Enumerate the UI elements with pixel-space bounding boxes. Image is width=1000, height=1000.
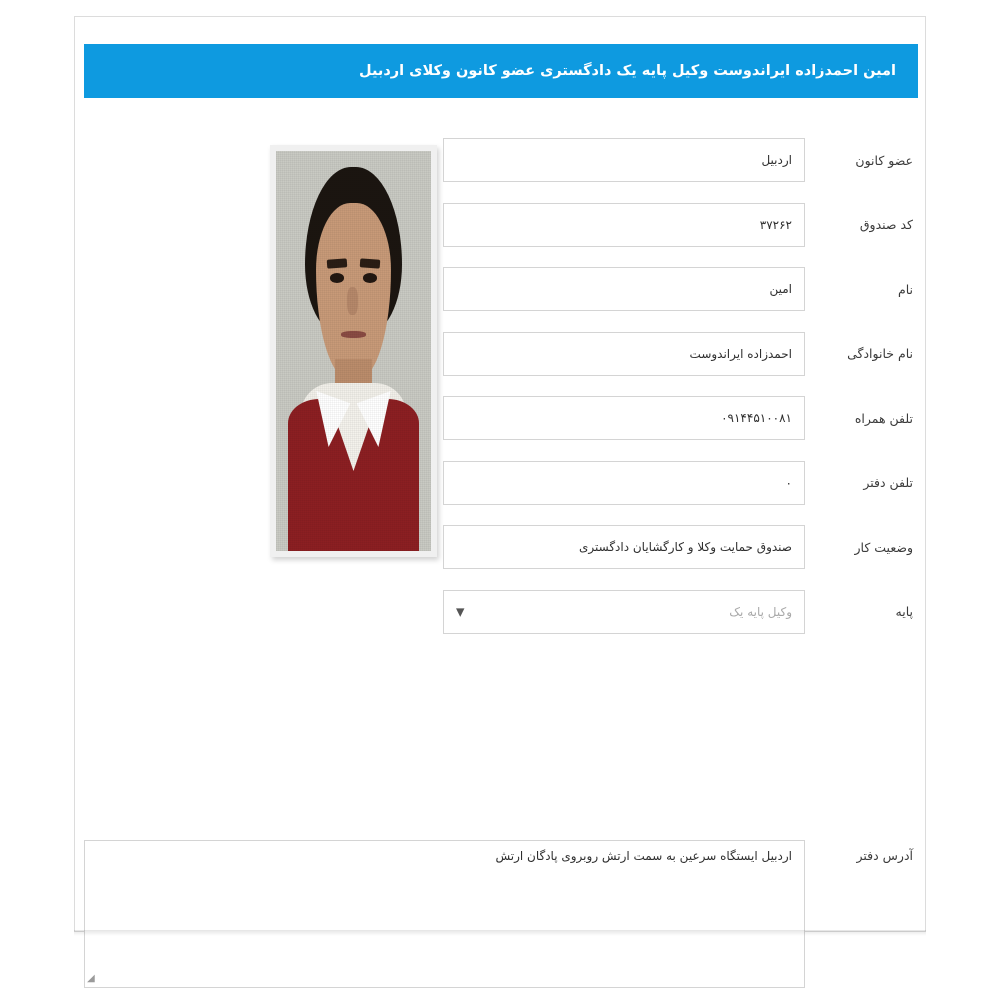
profile-photo <box>270 145 437 557</box>
input-fund-code[interactable]: ۳۷۲۶۲ <box>443 203 805 247</box>
office-address-group <box>84 840 913 990</box>
field-row-license-grade <box>443 590 913 634</box>
profile-card <box>74 16 926 984</box>
label-first-name: نام <box>897 281 913 297</box>
chevron-down-icon: ▼ <box>456 605 465 618</box>
field-row-mobile-phone <box>443 396 913 440</box>
label-office-phone: تلفن دفتر <box>863 475 913 490</box>
input-first-name[interactable]: امین <box>443 267 805 311</box>
resize-handle-icon[interactable]: ◣ <box>87 973 95 984</box>
label-office-address: آدرس دفتر <box>856 848 913 863</box>
label-mobile-phone: تلفن همراه <box>854 410 913 426</box>
card-shadow <box>74 930 926 936</box>
input-last-name[interactable]: احمدزاده ایراندوست <box>443 332 805 376</box>
field-row-first-name <box>443 267 913 311</box>
label-bar-association: عضو کانون <box>855 152 913 168</box>
card-body <box>75 98 927 984</box>
office-address-value: اردبیل ایستگاه سرعین به سمت ارتش روبروی پادگان ارتش <box>495 849 792 863</box>
card-header <box>84 44 918 98</box>
field-row-office-phone <box>443 461 913 505</box>
textarea-office-address[interactable] <box>84 840 805 988</box>
label-license-grade: پایه <box>895 604 913 619</box>
input-mobile-phone[interactable]: ۰۹۱۴۴۵۱۰۰۸۱ <box>443 396 805 440</box>
input-work-status[interactable]: صندوق حمایت وکلا و کارگشایان دادگستری <box>443 525 805 569</box>
field-row-last-name <box>443 332 913 376</box>
profile-form <box>443 138 913 654</box>
select-license-grade[interactable] <box>443 590 805 634</box>
label-last-name: نام خانوادگی <box>847 346 913 361</box>
input-office-phone[interactable]: ۰ <box>443 461 805 505</box>
profile-photo-image <box>276 151 431 551</box>
label-fund-code: کد صندوق <box>859 217 913 232</box>
field-row-work-status <box>443 525 913 569</box>
field-row-fund-code <box>443 203 913 247</box>
page-title: امین احمدزاده ایراندوست وکیل پایه یک دادگستری عضو کانون وکلای اردبیل <box>359 62 896 79</box>
input-bar-association[interactable]: اردبیل <box>443 138 805 182</box>
select-license-grade-value: وکیل پایه یک <box>729 604 792 619</box>
label-work-status: وضعیت کار <box>854 539 913 555</box>
field-row-bar-association <box>443 138 913 182</box>
